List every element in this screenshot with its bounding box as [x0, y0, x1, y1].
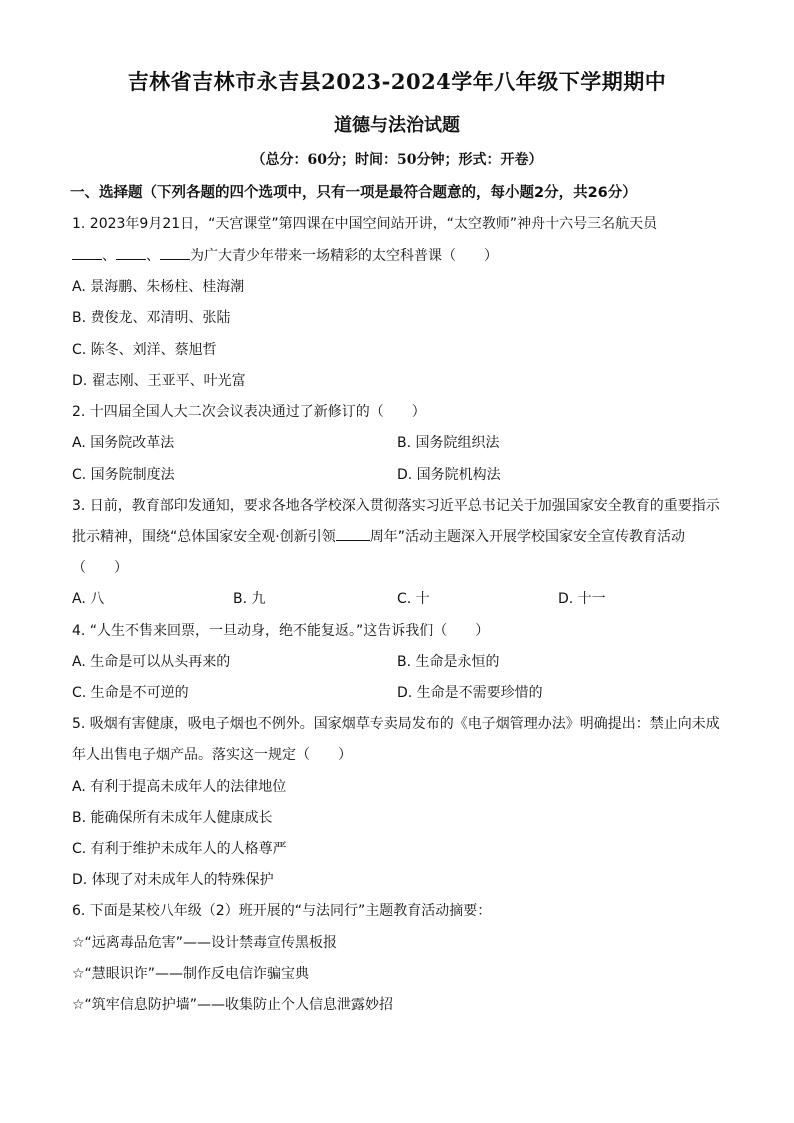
exam-subject: 道德与法治试题	[334, 115, 460, 136]
q6-item-1: ☆“远离毒品危害”——设计禁毒宣传黑板报	[72, 935, 338, 951]
q5-stem-line1: 5. 吸烟有害健康，吸电子烟也不例外。国家烟草专卖局发布的《电子烟管理办法》明确提出：禁止向未成	[72, 716, 720, 732]
q5-option-c: C. 有利于维护未成年人的人格尊严	[72, 841, 287, 857]
exam-meta: （总分：60分；时间：50分钟；形式：开卷）	[251, 152, 543, 168]
q6-item-2: ☆“慧眼识诈”——制作反电信诈骗宝典	[72, 966, 310, 982]
q2-option-c: C. 国务院制度法	[72, 467, 175, 483]
q5-option-a: A. 有利于提高未成年人的法律地位	[72, 779, 287, 795]
answer-blank	[160, 247, 190, 260]
q1-option-a: A. 景海鹏、朱杨柱、桂海潮	[72, 279, 245, 295]
q1-option-c: C. 陈冬、刘洋、蔡旭哲	[72, 342, 217, 358]
separator: 、	[102, 248, 116, 264]
q5-option-d: D. 体现了对未成年人的特殊保护	[72, 872, 274, 888]
q4-option-c: C. 生命是不可逆的	[72, 685, 189, 701]
q1-stem-line1: 1. 2023年9月21日，“天宫课堂”第四课在中国空间站开讲，“太空教师”神舟十六号三名航天员	[72, 216, 658, 232]
q3-option-a: A. 八	[72, 591, 105, 607]
q6-stem: 6. 下面是某校八年级（2）班开展的“与法同行”主题教育活动摘要：	[72, 903, 492, 919]
q6-item-3: ☆“筑牢信息防护墙”——收集防止个人信息泄露妙招	[72, 997, 394, 1013]
q4-stem: 4. “人生不售来回票，一旦动身，绝不能复返。”这告诉我们（ ）	[72, 623, 490, 639]
q1-option-d: D. 翟志刚、王亚平、叶光富	[72, 373, 246, 389]
answer-blank	[116, 247, 146, 260]
q1-option-b: B. 费俊龙、邓清明、张陆	[72, 310, 231, 326]
q3-option-d: D. 十一	[558, 591, 606, 607]
q3-stem-tail: 周年”活动主题深入开展学校国家安全宣传教育活动	[369, 529, 685, 545]
q5-stem-line2: 年人出售电子烟产品。落实这一规定（ ）	[72, 747, 352, 763]
q2-option-a: A. 国务院改革法	[72, 435, 175, 451]
separator: 、	[146, 248, 160, 264]
q3-stem-line1: 3. 日前，教育部印发通知，要求各地各学校深入贯彻落实习近平总书记关于加强国家安全教育的重要指示	[72, 498, 720, 514]
answer-blank	[72, 247, 102, 260]
exam-title: 吉林省吉林市永吉县2023-2024学年八年级下学期期中	[127, 69, 667, 94]
section-heading: 一、选择题（下列各题的四个选项中，只有一项是最符合题意的，每小题2分，共26分）	[70, 185, 637, 201]
q4-option-a: A. 生命是可以从头再来的	[72, 654, 231, 670]
q2-option-b: B. 国务院组织法	[397, 435, 500, 451]
q3-option-b: B. 九	[233, 591, 266, 607]
answer-blank	[336, 528, 370, 541]
q1-stem-line2	[72, 245, 498, 265]
q3-option-c: C. 十	[397, 591, 430, 607]
q3-stem-line3: （ ）	[72, 560, 128, 576]
q3-stem-head: 批示精神，围绕“总体国家安全观·创新引领	[72, 529, 336, 545]
q4-option-d: D. 生命是不需要珍惜的	[397, 685, 543, 701]
q2-stem: 2. 十四届全国人大二次会议表决通过了新修订的（ ）	[72, 404, 426, 420]
q1-stem-tail: 为广大青少年带来一场精彩的太空科普课（ ）	[190, 248, 498, 264]
q5-option-b: B. 能确保所有未成年人健康成长	[72, 810, 273, 826]
q3-stem-line2	[72, 526, 685, 546]
q2-option-d: D. 国务院机构法	[397, 467, 501, 483]
q4-option-b: B. 生命是永恒的	[397, 654, 500, 670]
